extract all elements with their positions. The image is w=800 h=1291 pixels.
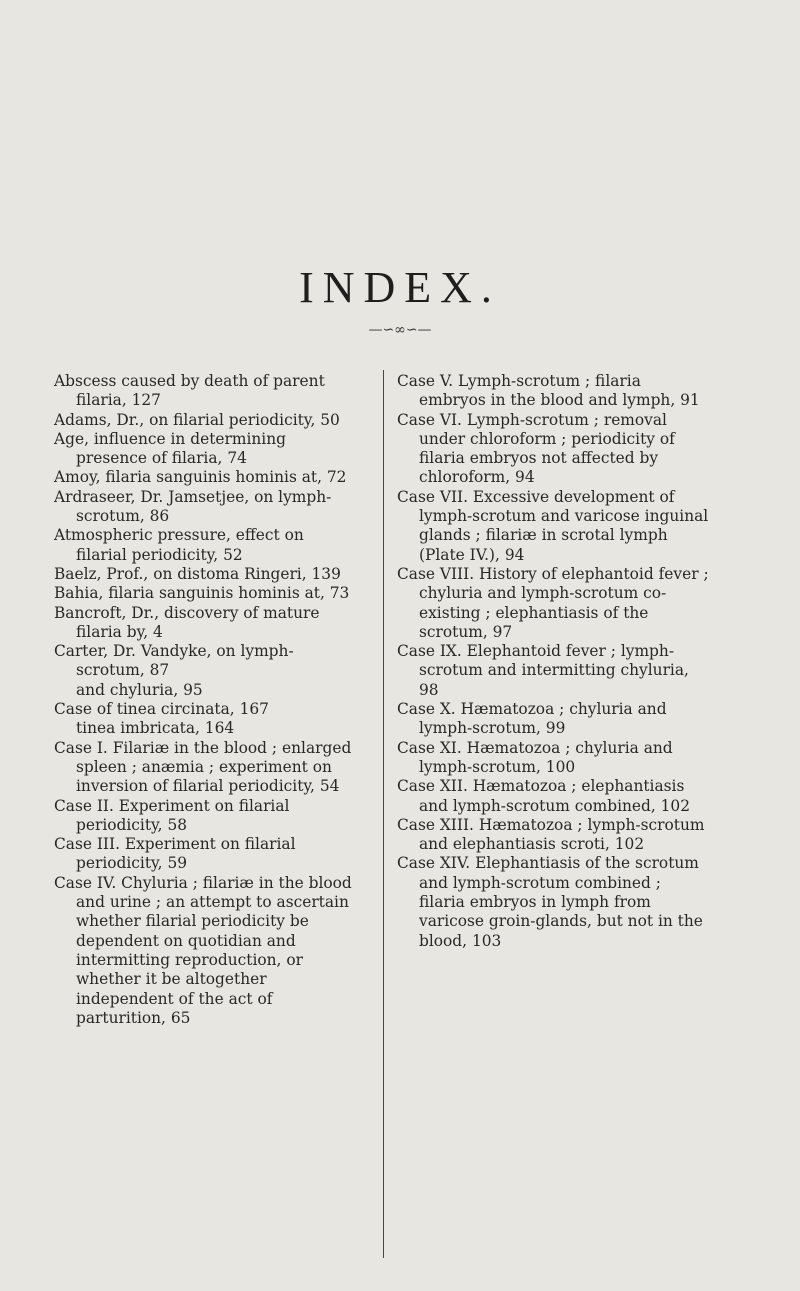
page-title: INDEX. — [299, 263, 501, 312]
index-entry: Amoy, filaria sanguinis hominis at, 72 — [54, 468, 347, 487]
index-entry: Case III. Experiment on filarial periodicity, 59 — [54, 835, 296, 873]
index-entry: Case IX. Elephantoid fever ; lymph-scrotum and intermitting chyluria, 98 — [397, 642, 689, 699]
index-entry: Age, influence in determining presence of filaria, 74 — [54, 429, 286, 468]
index-entry: Abscess caused by death of parent filaria, 127 — [54, 372, 325, 410]
index-column-left — [54, 372, 354, 1028]
index-entry: Case X. Hæmatozoa ; chyluria and lymph-scrotum, 99 — [397, 700, 667, 738]
index-entry: Case VII. Excessive development of lymph-scrotum and varicose inguinal glands ; filariæ in scrotal lymph (Plate IV.), 94 — [397, 487, 709, 564]
index-subentry: tinea imbricata, 164 — [76, 719, 235, 738]
index-entry: Baelz, Prof., on distoma Ringeri, 139 — [54, 564, 341, 583]
index-entry: Atmospheric pressure, effect on filarial periodicity, 52 — [54, 526, 304, 564]
index-entry: Case II. Experiment on filarial periodicity, 58 — [54, 796, 290, 834]
index-subentry: and chyluria, 95 — [76, 680, 203, 699]
title-ornament: —∽∞∽— — [368, 322, 432, 338]
index-entry: Ardraseer, Dr. Jamsetjee, on lymph-scrotum, 86 — [54, 487, 332, 526]
index-entry: Case of tinea circinata, 167 — [54, 700, 269, 719]
column-divider — [383, 370, 384, 1258]
index-entry: Case V. Lymph-scrotum ; filaria embryos in the blood and lymph, 91 — [397, 372, 700, 410]
index-entry: Case XII. Hæmatozoa ; elephantiasis and lymph-scrotum combined, 102 — [397, 777, 691, 815]
index-entry: Case VI. Lymph-scrotum ; removal under chloroform ; periodicity of filaria embryos not affected by chloroform, 94 — [397, 410, 675, 487]
index-entry: Adams, Dr., on filarial periodicity, 50 — [54, 410, 340, 429]
index-entry: Case XIV. Elephantiasis of the scrotum and lymph-scrotum combined ; filaria embryos in lymph from varicose groin-glands, but not in the blood, 103 — [397, 854, 703, 950]
index-entry: Case XIII. Hæmatozoa ; lymph-scrotum and elephantiasis scroti, 102 — [397, 815, 705, 854]
index-entry: Case IV. Chyluria ; filariæ in the blood and urine ; an attempt to ascertain whether filarial periodicity be dependent on quotidian and intermitting reproduction, or whether it be altogether independent of the act of parturition, 65 — [54, 873, 352, 1027]
index-entry: Bancroft, Dr., discovery of mature filaria by, 4 — [54, 603, 320, 641]
index-entry: Bahia, filaria sanguinis hominis at, 73 — [54, 584, 350, 603]
index-entry: Case XI. Hæmatozoa ; chyluria and lymph-scrotum, 100 — [397, 738, 673, 776]
index-entry: Case I. Filariæ in the blood ; enlarged spleen ; anæmia ; experiment on inversion of filarial periodicity, 54 — [54, 738, 352, 796]
index-column-right — [397, 372, 709, 951]
index-entry: Carter, Dr. Vandyke, on lymph-scrotum, 87 — [54, 642, 294, 680]
index-entry: Case VIII. History of elephantoid fever ; chyluria and lymph-scrotum co-existing ; elephantiasis of the scrotum, 97 — [397, 564, 709, 641]
